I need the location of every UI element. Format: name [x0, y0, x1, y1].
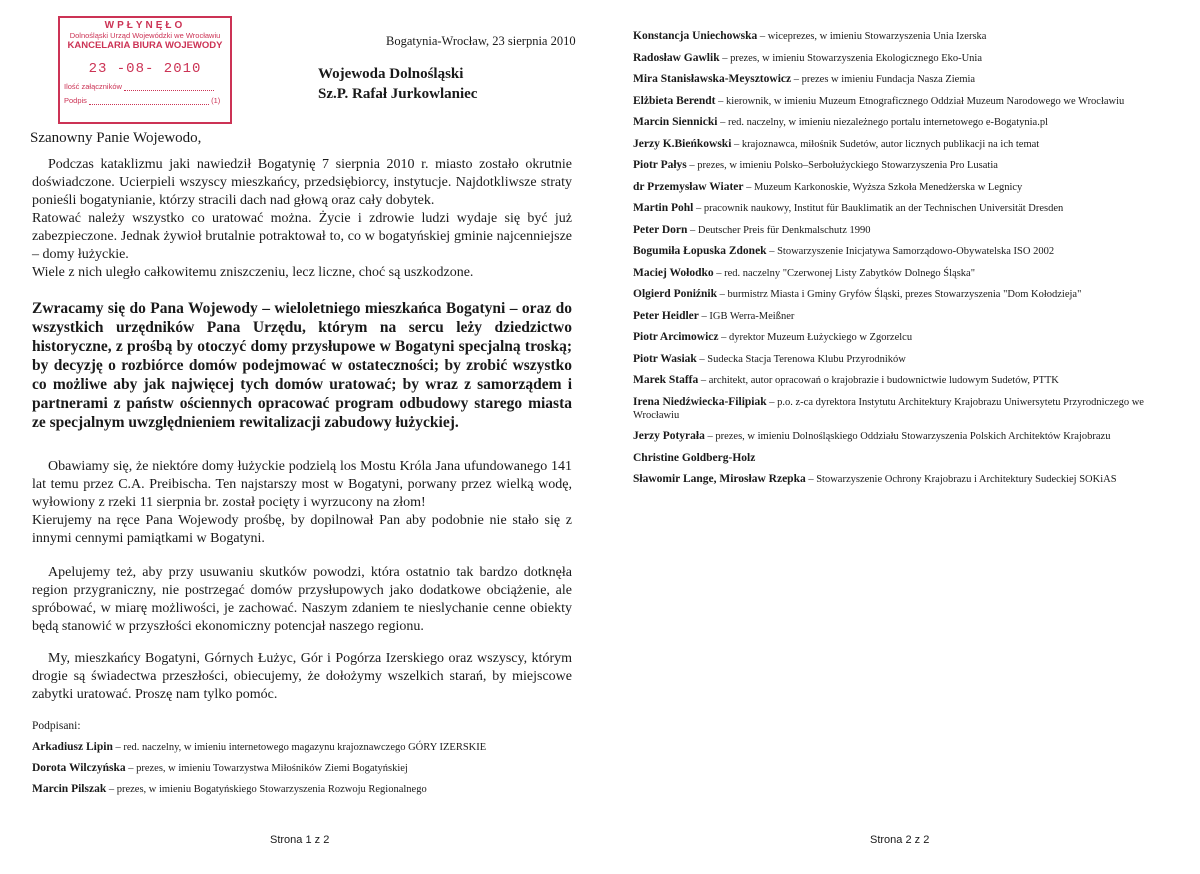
signer — [633, 202, 1153, 215]
signer — [633, 430, 1153, 443]
signer-name: Maciej Wołodko — [633, 266, 714, 279]
signer — [32, 783, 592, 796]
stamp-title: WPŁYNĘŁO — [104, 20, 186, 31]
paragraph-2: Ratować należy wszystko co uratować można. Życie i zdrowie ludzi wydaje się być już zabezpieczone. Jednak żywioł brutalnie potraktował to, co w bogatyńskiej gminie najcenniejsze – domy łużyckie. — [32, 211, 572, 262]
signer-name: dr Przemysław Wiater — [633, 180, 744, 193]
signer — [633, 396, 1153, 422]
signer — [633, 353, 1153, 366]
stamp-signature-line — [89, 104, 209, 105]
signer-role: – Stowarzyszenie Inicjatywa Samorządowo-Obywatelska ISO 2002 — [766, 246, 1055, 257]
signer-name: Peter Dorn — [633, 223, 688, 236]
signer-role: – p.o. z-ca dyrektora Instytutu Architektury Krajobrazu Uniwersytetu Przyrodniczego we Wrocławiu — [633, 396, 1144, 421]
signer-name: Bogumiła Łopuska Zdonek — [633, 245, 767, 257]
paragraph-block-2 — [32, 458, 572, 548]
signer — [633, 95, 1153, 108]
signer-name: Marcin Siennicki — [633, 116, 718, 128]
signer-name: Elżbieta Berendt — [633, 94, 716, 107]
signer-name: Olgierd Poniźnik — [633, 288, 718, 300]
signer-name: Sławomir Lange, Mirosław Rzepka — [633, 473, 806, 485]
signer-role: – Sudecka Stacja Terenowa Klubu Przyrodników — [696, 353, 906, 365]
signer — [633, 267, 1153, 280]
signer-role: – Deutscher Preis für Denkmalschutz 1990 — [687, 224, 871, 236]
signers-list-page2 — [633, 30, 1153, 495]
signer-name: Konstancja Uniechowska — [633, 30, 758, 42]
signer — [32, 741, 592, 754]
received-stamp — [58, 16, 232, 124]
addressee-name: Sz.P. Rafał Jurkowlaniec — [318, 86, 478, 102]
letter-page-2 — [600, 0, 1200, 874]
page-number: Strona 1 z 2 — [270, 834, 330, 846]
signer-name: Jerzy K.Bieńkowski — [633, 137, 732, 150]
stamp-department: KANCELARIA BIURA WOJEWODY — [67, 40, 223, 51]
signer-name: Radosław Gawlik — [633, 51, 720, 64]
signer — [633, 116, 1153, 129]
appeal-paragraph: Zwracamy się do Pana Wojewody – wieloletniego mieszkańca Bogatyni – oraz do wszystkich urzędników Pana Urzędu, którym na sercu leży dziedzictwo historyczne, z prośbą by otoczyć domy przysłupowe w Bogatyni specjalną troską; by decyzję o rozbiórce domów podejmować w ostateczności; by zrobić wszystko co możliwe aby jak najwięcej tych domów uratować; by wraz z samorządem i partnerami z państw ościennych opracować program odbudowy starego miasta ze specjalnym uwzględnieniem rewitalizacji zabudowy łużyckiej. — [32, 300, 572, 431]
signer-role: – prezes w imieniu Fundacja Nasza Ziemia — [791, 74, 976, 85]
paragraph-3: Wiele z nich uległo całkowitemu zniszczeniu, lecz liczne, choć są uszkodzone. — [32, 265, 474, 280]
salutation: Szanowny Panie Wojewodo, — [30, 130, 202, 146]
paragraph-block-1 — [32, 156, 572, 282]
signer-name: Peter Heidler — [633, 309, 699, 322]
paragraph-6: Kierujemy na ręce Pana Wojewody prośbę, by dopilnował Pan aby podobnie nie stało się z innymi cennymi pamiątkami w Bogatyni. — [32, 513, 572, 546]
stamp-signature-label: Podpis — [64, 96, 87, 105]
stamp-attachments-label: Ilość załączników — [64, 82, 122, 91]
signer — [633, 331, 1153, 344]
signer — [32, 762, 592, 775]
signer-role: – dyrektor Muzeum Łużyckiego w Zgorzelcu — [718, 332, 913, 343]
paragraph-5: Obawiamy się, że niektóre domy łużyckie podzielą los Mostu Króla Jana ufundowanego 141 lat temu przez C.A. Preibischa. Ten najstarszy most w Bogatyni, porwany przez wielką wodę, wyłowiony z rzeki 11 sierpnia br. został pocięty i wyrzucony na złom! — [32, 459, 572, 510]
signer-name: Jerzy Potyrała — [633, 430, 705, 442]
signer-name: Arkadiusz Lipin — [32, 741, 113, 753]
signer — [633, 159, 1153, 172]
signer — [633, 73, 1153, 86]
stamp-attachments-line — [124, 90, 214, 91]
paragraph-7: Apelujemy też, aby przy usuwaniu skutków powodzi, która ostatnio tak bardzo dotknęła region przygraniczny, nie postrzegać domów przysłupowych jako dodatkowe obciążenie, ale spróbować, w miarę możliwości, je zachować. Naszym zdaniem te nieslychanie cenne obiekty będą stanowić w przyszłości ekonomiczny potencjał naszego regionu. — [32, 565, 572, 634]
stamp-office: Dolnośląski Urząd Wojewódzki we Wrocławiu — [69, 31, 221, 40]
signer-role: – Stowarzyszenie Ochrony Krajobrazu i Architektury Sudeckiej SOKiAS — [805, 474, 1117, 485]
signer-role: – pracownik naukowy, Institut für Bauklimatik an der Technischen Universität Dresden — [693, 203, 1064, 214]
stamp-date: 23 -08- 2010 — [88, 61, 202, 77]
signer-name: Piotr Arcimowicz — [633, 331, 719, 343]
signer — [633, 224, 1153, 237]
signer-role: – prezes, w imieniu Dolnośląskiego Oddziału Stowarzyszenia Polskich Architektów Krajobrazu — [704, 431, 1111, 442]
signer-role: – prezes, w imieniu Polsko–Serbołużyckiego Stowarzyszenia Pro Lusatia — [686, 160, 998, 171]
signers-list-page1 — [32, 720, 592, 804]
signer-role: – krajoznawca, miłośnik Sudetów, autor licznych publikacji na ich temat — [731, 138, 1040, 150]
signer-role: – Muzeum Karkonoskie, Wyższa Szkoła Menedżerska w Legnicy — [743, 181, 1023, 193]
signer — [633, 52, 1153, 65]
signer — [633, 181, 1153, 194]
signer — [633, 452, 1153, 465]
signer-name: Piotr Pałys — [633, 159, 687, 171]
addressee-title: Wojewoda Dolnośląski — [318, 66, 464, 82]
signer-name: Piotr Wasiak — [633, 352, 697, 365]
paragraph-8: My, mieszkańcy Bogatyni, Górnych Łużyc, Gór i Pogórza Izerskiego oraz wszyscy, którym drogie są świadectwa przeszłości, obiecujemy, że dołożymy wszelkich starań, by miejscowe zabytki uratować. Proszę nam tylko pomóc. — [32, 651, 572, 702]
signer-role: – prezes, w imieniu Towarzystwa Miłośników Ziemi Bogatyńskiej — [125, 763, 408, 774]
signer-role: – red. naczelny, w imieniu niezależnego portalu internetowego e-Bogatynia.pl — [717, 117, 1048, 128]
signer — [633, 473, 1153, 486]
signer-name: Mira Stanisławska-Meysztowicz — [633, 73, 792, 85]
signer-role: – red. naczelny, w imieniu internetowego magazynu krajoznawczego GÓRY IZERSKIE — [112, 742, 487, 753]
signer-name: Marek Staffa — [633, 374, 699, 386]
addressee — [318, 64, 477, 104]
signer — [633, 245, 1153, 258]
place-date: Bogatynia-Wrocław, 23 sierpnia 2010 — [386, 34, 576, 48]
page-number: Strona 2 z 2 — [870, 834, 930, 846]
paragraph-1: Podczas kataklizmu jaki nawiedził Bogatynię 7 sierpnia 2010 r. miasto zostało okrutnie doświadczone. Ucierpieli wszyscy mieszkańcy, przedsiębiorcy, instytucje. Najdotkliwsze straty ponieśli bogatynianie, którzy stracili dach nad głową oraz cały dobytek. — [32, 157, 572, 208]
signer-name: Marcin Pilszak — [32, 783, 107, 795]
stamp-attachments-row — [60, 82, 230, 91]
signer-role: – IGB Werra-Meißner — [698, 310, 795, 322]
signer-role: – prezes, w imieniu Bogatyńskiego Stowarzyszenia Rozwoju Regionalnego — [106, 784, 427, 795]
signer-role: – burmistrz Miasta i Gminy Gryfów Śląski, prezes Stowarzyszenia "Dom Kołodzieja" — [717, 289, 1082, 300]
stamp-signature-row — [60, 96, 230, 105]
signer-role: – prezes, w imieniu Stowarzyszenia Ekologicznego Eko-Unia — [719, 52, 983, 64]
signer — [633, 310, 1153, 323]
signer — [633, 288, 1153, 301]
signer — [633, 374, 1153, 387]
signer-name: Irena Niedźwiecka-Filipiak — [633, 395, 767, 408]
signer-name: Christine Goldberg-Holz — [633, 451, 756, 464]
signed-label: Podpisani: — [32, 720, 81, 732]
signer-name: Martin Pohl — [633, 202, 694, 214]
signer-role: – wiceprezes, w imieniu Stowarzyszenia Unia Izerska — [757, 31, 987, 42]
stamp-signature-suffix: (1) — [211, 96, 221, 105]
signer-name: Dorota Wilczyńska — [32, 762, 126, 774]
signer-role: – red. naczelny "Czerwonej Listy Zabytków Dolnego Śląska" — [713, 267, 975, 279]
signer — [633, 30, 1153, 43]
signer-role: – kierownik, w imieniu Muzeum Etnograficznego Oddział Muzeum Narodowego we Wrocławiu — [715, 95, 1125, 107]
signer — [633, 138, 1153, 151]
signer-role: – architekt, autor opracowań o krajobrazie i budownictwie ludowym Sudetów, PTTK — [698, 375, 1059, 386]
